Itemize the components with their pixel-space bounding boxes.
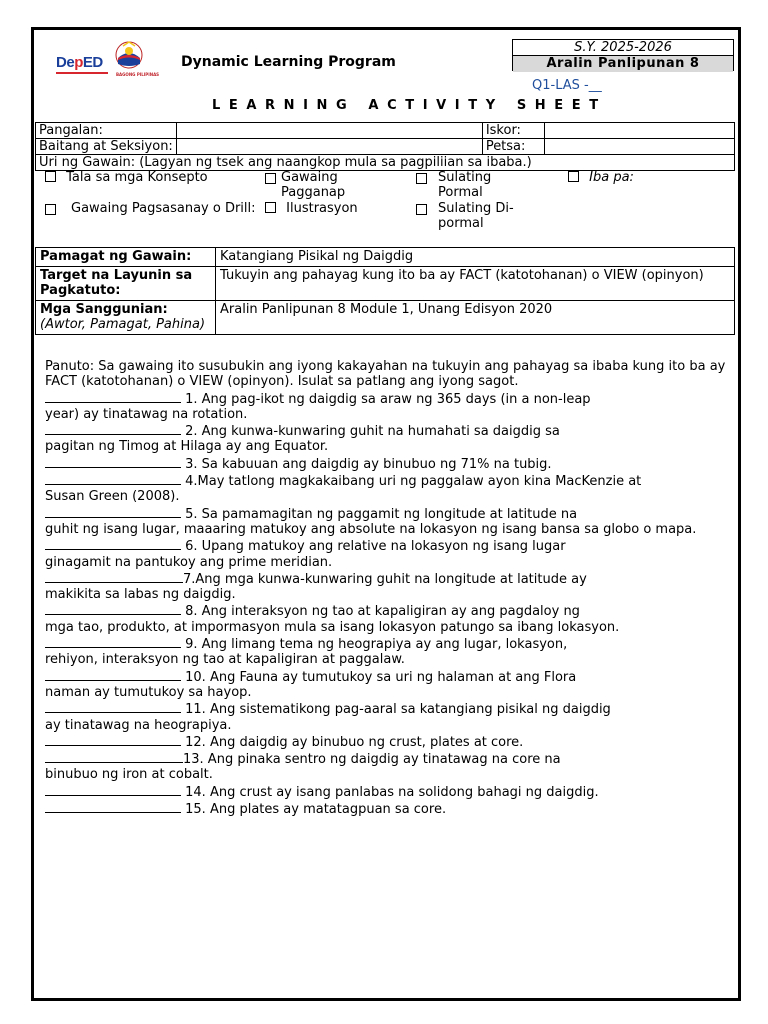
question-item: [45, 505, 729, 538]
activity-type-label: Uri ng Gawain: (Lagyan ng tsek ang naangkop mula sa pagpiliian sa ibaba.): [36, 155, 735, 171]
question-text-cont: rehiyon, interaksyon ng tao at kapaligiran at paggalaw.: [45, 652, 405, 668]
question-text: 6. Upang matukoy ang relative na lokasyon ng isang lugar: [181, 539, 566, 555]
answer-blank[interactable]: [45, 700, 181, 713]
question-item: [45, 800, 729, 817]
checkbox-icon[interactable]: [416, 204, 427, 215]
question-text: 2. Ang kunwa-kunwaring guhit na humahati sa daigdig sa: [181, 424, 560, 440]
question-text-cont: year) ay tinatawag na rotation.: [45, 406, 248, 422]
question-item: [45, 455, 729, 472]
answer-blank[interactable]: [45, 783, 181, 796]
answer-blank[interactable]: [45, 733, 181, 746]
target-label: Target na Layunin sa Pagkatuto:: [36, 267, 216, 301]
bagong-pilipinas-seal-icon: [114, 40, 144, 70]
option-sulating-pormal[interactable]: Sulating Pormal: [416, 170, 526, 200]
question-text: 4.May tatlong magkakaibang uri ng paggalaw ayon kina MacKenzie at: [181, 474, 642, 490]
question-text-cont: Susan Green (2008).: [45, 489, 180, 505]
seal-caption: BAGONG PILIPINAS: [116, 72, 160, 77]
date-label: Petsa:: [482, 139, 544, 155]
question-text: 15. Ang plates ay matatagpuan sa core.: [181, 802, 447, 818]
score-label: Iskor:: [482, 123, 544, 139]
activity-details-table: [35, 247, 735, 335]
question-item: [45, 700, 729, 733]
item-list: [45, 390, 729, 818]
question-item: [45, 570, 729, 603]
grade-section-label: Baitang at Seksiyon:: [36, 139, 177, 155]
score-field[interactable]: [544, 123, 734, 139]
answer-blank[interactable]: [45, 635, 181, 648]
question-item: [45, 668, 729, 701]
answer-blank[interactable]: [45, 668, 181, 681]
question-text-cont: ay tinatawag na heograpiya.: [45, 717, 232, 733]
answer-blank[interactable]: [45, 602, 181, 615]
option-tala[interactable]: Tala sa mga Konsepto: [45, 170, 208, 185]
question-text: 10. Ang Fauna ay tumutukoy sa uri ng halaman at ang Flora: [181, 669, 577, 685]
answer-blank[interactable]: [45, 537, 181, 550]
question-text: 11. Ang sistematikong pag-aaral sa katangiang pisikal ng daigdig: [181, 702, 611, 718]
deped-logo: DepED: [56, 54, 103, 71]
activity-content: [45, 359, 729, 817]
school-year: S.Y. 2025-2026: [513, 40, 733, 56]
checkbox-icon[interactable]: [265, 173, 276, 184]
las-code: Q1-LAS -__: [532, 78, 602, 93]
references-label: Mga Sanggunian: (Awtor, Pamagat, Pahina): [36, 301, 216, 335]
sheet-title: LEARNING ACTIVITY SHEET: [212, 98, 607, 113]
references-value: Aralin Panlipunan 8 Module 1, Unang Edisyon 2020: [216, 301, 735, 335]
question-text-cont: binubuo ng iron at cobalt.: [45, 767, 213, 783]
option-gawaing-pagganap[interactable]: Gawaing Pagganap: [265, 170, 385, 200]
question-text: 12. Ang daigdig ay binubuo ng crust, plates at core.: [181, 734, 524, 750]
question-item: [45, 390, 729, 423]
question-text: 3. Sa kabuuan ang daigdig ay binubuo ng 71% na tubig.: [181, 456, 552, 472]
instructions: Panuto: Sa gawaing ito susubukin ang iyong kakayahan na tukuyin ang pahayag sa ibaba kung ito ba ay FACT (katotohanan) o VIEW (opinyon). Isulat sa patlang ang iyong sagot.: [45, 359, 726, 390]
question-item: [45, 750, 729, 783]
answer-blank[interactable]: [45, 750, 183, 763]
references-sublabel: (Awtor, Pamagat, Pahina): [40, 317, 206, 332]
question-item: [45, 733, 729, 750]
target-value: Tukuyin ang pahayag kung ito ba ay FACT (katotohanan) o VIEW (opinyon): [216, 267, 735, 301]
answer-blank[interactable]: [45, 800, 181, 813]
answer-blank[interactable]: [45, 570, 183, 583]
answer-blank[interactable]: [45, 422, 181, 435]
question-text-cont: naman ay tumutukoy sa hayop.: [45, 684, 252, 700]
answer-blank[interactable]: [45, 505, 181, 518]
checkbox-icon[interactable]: [45, 171, 56, 182]
program-title: Dynamic Learning Program: [181, 54, 396, 70]
question-item: [45, 635, 729, 668]
name-field[interactable]: [176, 123, 482, 139]
question-text: 14. Ang crust ay isang panlabas na solidong bahagi ng daigdig.: [181, 784, 599, 800]
question-item: [45, 537, 729, 570]
question-text-cont: mga tao, produkto, at impormasyon mula sa isang lokasyon patungo sa ibang lokasyon.: [45, 619, 620, 635]
checkbox-icon[interactable]: [568, 171, 579, 182]
name-label: Pangalan:: [36, 123, 177, 139]
checkbox-icon[interactable]: [265, 202, 276, 213]
option-ilustrasyon[interactable]: Ilustrasyon: [265, 201, 358, 216]
question-text: 1. Ang pag-ikot ng daigdig sa araw ng 365 days (in a non-leap: [181, 391, 591, 407]
option-iba-pa[interactable]: Iba pa:: [568, 170, 634, 185]
student-info-table: [35, 122, 735, 171]
date-field[interactable]: [544, 139, 734, 155]
school-year-box: [512, 39, 734, 71]
question-text: 13. Ang pinaka sentro ng daigdig ay tinatawag na core na: [183, 752, 561, 768]
question-item: [45, 472, 729, 505]
question-text: 8. Ang interaksyon ng tao at kapaligiran ay ang pagdaloy ng: [181, 604, 580, 620]
question-text-cont: guhit ng isang lugar, maaaring matukoy ang absolute na lokasyon ng isang bansa sa globo o mapa.: [45, 521, 697, 537]
answer-blank[interactable]: [45, 390, 181, 403]
question-text: 9. Ang limang tema ng heograpiya ay ang lugar, lokasyon,: [181, 637, 568, 653]
grade-section-field[interactable]: [176, 139, 482, 155]
question-item: [45, 422, 729, 455]
option-gawaing-pagsasanay[interactable]: Gawaing Pagsasanay o Drill:: [45, 201, 260, 216]
answer-blank[interactable]: [45, 472, 181, 485]
activity-title-value: Katangiang Pisikal ng Daigdig: [216, 248, 735, 267]
question-text: 7.Ang mga kunwa-kunwaring guhit na longitude at latitude ay: [183, 571, 587, 587]
question-text-cont: pagitan ng Timog at Hilaga ay ang Equator.: [45, 439, 329, 455]
question-text-cont: makikita sa labas ng daigdig.: [45, 587, 236, 603]
checkbox-icon[interactable]: [45, 204, 56, 215]
question-item: [45, 783, 729, 800]
answer-blank[interactable]: [45, 455, 181, 468]
question-text-cont: ginagamit na pantukoy ang prime meridian.: [45, 554, 333, 570]
subject-title: Aralin Panlipunan 8: [513, 56, 733, 72]
checkbox-icon[interactable]: [416, 173, 427, 184]
question-item: [45, 602, 729, 635]
option-sulating-di-pormal[interactable]: Sulating Di-pormal: [416, 201, 526, 231]
activity-title-label: Pamagat ng Gawain:: [36, 248, 216, 267]
question-text: 5. Sa pamamagitan ng paggamit ng longitude at latitude na: [181, 506, 578, 522]
